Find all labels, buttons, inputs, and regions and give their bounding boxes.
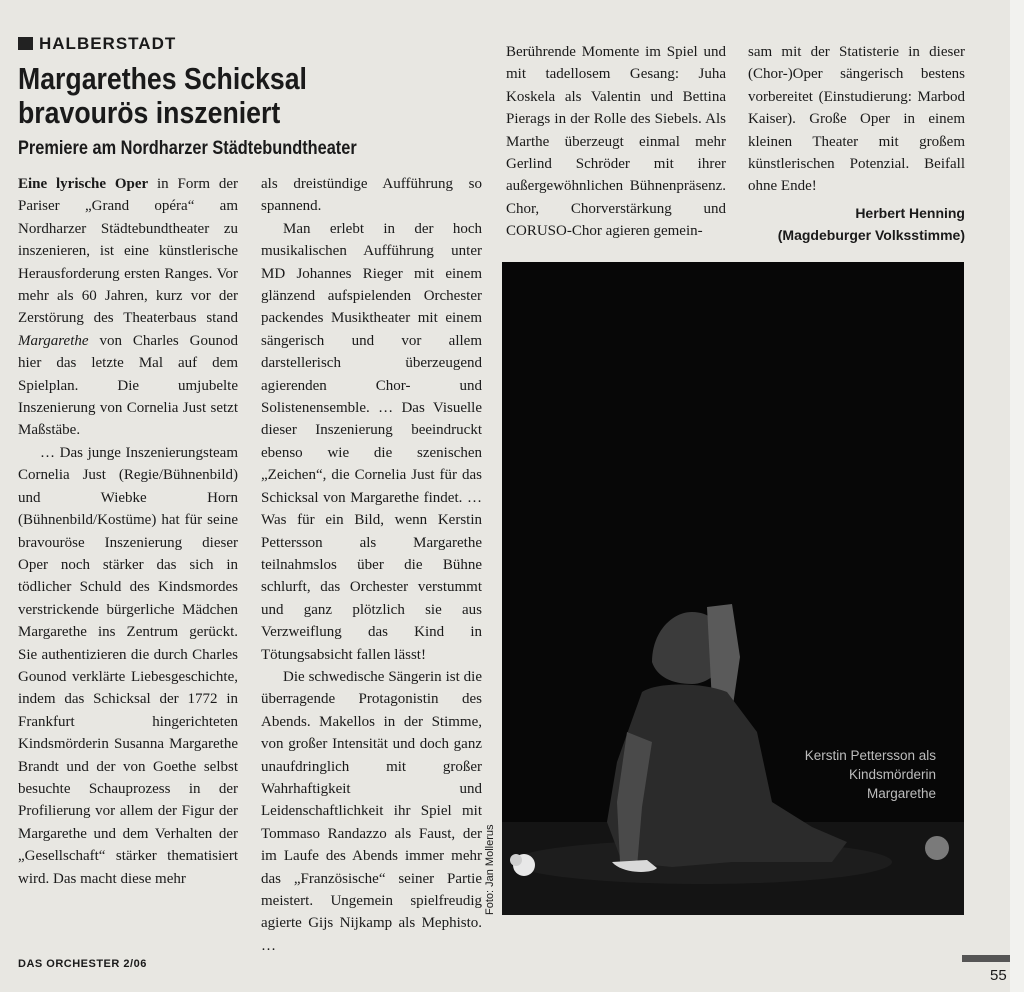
article-headline: Margarethes Schicksal bravourös inszeniert (18, 61, 307, 130)
caption-line: Margarethe (866, 786, 936, 801)
footer-rule (962, 955, 1014, 962)
paragraph (18, 173, 238, 442)
photo-credit: Foto: Jan Mollerus (484, 824, 496, 915)
page-number: 55 (990, 967, 1007, 984)
photo-caption (756, 746, 936, 803)
section-text: HALBERSTADT (39, 34, 177, 53)
page-edge (1010, 0, 1024, 992)
author-name: Herbert Henning (855, 204, 965, 221)
article-column-4 (748, 41, 965, 246)
magazine-issue: DAS ORCHESTER 2/06 (18, 958, 147, 970)
paragraph: als dreistündige Aufführung so spannend. (261, 176, 482, 215)
paragraph: Die schwedische Sängerin ist die überragende Protagonistin des Abends. Makellos in der Stimme, von großer Intensität und doch ganz unaufdringlich mit großer Wahrhaftigkeit und Leidenschaftlichkeit ihr Spiel mit Tommaso Randazzo als Faust, der im Laufe des Abends immer mehr das „Französische“ seiner Partie meistert. Ungemein spielfreudig agierte Gijs Nijkamp als Mephisto. … (261, 668, 482, 954)
caption-line: Kerstin Pettersson als (804, 748, 936, 763)
caption-line: Kindsmörderin (848, 767, 936, 782)
source-name: (Magdeburger Volksstimme) (777, 226, 965, 243)
paragraph: … Das junge Inszenierungsteam Cornelia Just (Regie/Bühnenbild) und Wiebke Horn (Bühnenbild/Kostüme) hat für seine bravouröse Inszenierung dieser Oper noch stärker das sich in tödlicher Schuld des Kindsmordes verstrickende bürgerliche Mädchen Margarethe ins Zentrum gerückt. Sie authentizieren die durch Charles Gounod verklärte Liebesgeschichte, indem das Schicksal der 1772 in Frankfurt hingerichteten Kindsmörderin Susanna Margarethe Brandt und der von Goethe selbst besuchte Schauprozess in der Profilierung vor allem der Figur der Margarethe und dem Verhalten der „Gesellschaft“ stärker thematisiert wird. Das macht diese mehr (18, 444, 238, 887)
article-subhead: Premiere am Nordharzer Städtebundtheater (18, 138, 357, 159)
article-column-1 (18, 173, 238, 890)
paragraph: sam mit der Statisterie in dieser (Chor-)Oper sängerisch bestens vorbereitet (Einstudierung: Marbod Kaiser). Große Oper in einem kleinen Theater mit großem künstlerischen Potenzial. Beifall ohne Ende! (748, 44, 965, 195)
paragraph-text: von Charles Gounod hier das letzte Mal auf dem Spielplan. Die umjubelte Inszenierung von Cornelia Just setzt Maßstäbe. (18, 332, 238, 439)
performer-silhouette (502, 262, 964, 915)
lead-in: Eine lyrische Oper (18, 176, 149, 192)
section-square-icon (18, 37, 33, 50)
paragraph: Berührende Momente im Spiel und mit tadellosem Gesang: Juha Koskela als Valentin und Bettina Pierags in der Rolle des Siebels. Als Marthe überzeugt einmal mehr Gerlind Schröder mit ihrer außergewöhnlichen Bühnenpräsenz. Chor, Chorverstärkung und CORUSO-Chor agieren gemein- (506, 44, 726, 240)
article-column-3 (506, 41, 726, 243)
article-column-2 (261, 173, 482, 957)
paragraph: Man erlebt in der hoch musikalischen Aufführung unter MD Johannes Rieger mit einem glänzend aufspielenden Orchester packendes Musiktheater mit einem sängerisch und vor allem darstellerisch überzeugend agierenden Chor- und Solistenensemble. … Das Visuelle dieser Inszenierung beeindruckt ebenso wie die szenischen „Zeichen“, die Cornelia Just für das Schicksal von Margarethe findet. … Was für ein Bild, wenn Kerstin Pettersson als Margarethe teilnahmslos über die Bühne schlurft, das Orchester verstummt und ganz plötzlich sie aus Verzweiflung das Kind in Tötungsabsicht fallen lässt! (261, 220, 482, 663)
stage-photo (502, 262, 964, 915)
section-label (18, 34, 176, 54)
opera-title: Margarethe (18, 332, 89, 349)
paragraph-text: in Form der Pariser „Grand opéra“ am Nordharzer Städtebundtheater zu inszenieren, ist eine künstlerische Herausforderung ersten Ranges. Vor mehr als 60 Jahren, kurz vor der Zerstörung des Theaterbaus stand (18, 176, 238, 327)
